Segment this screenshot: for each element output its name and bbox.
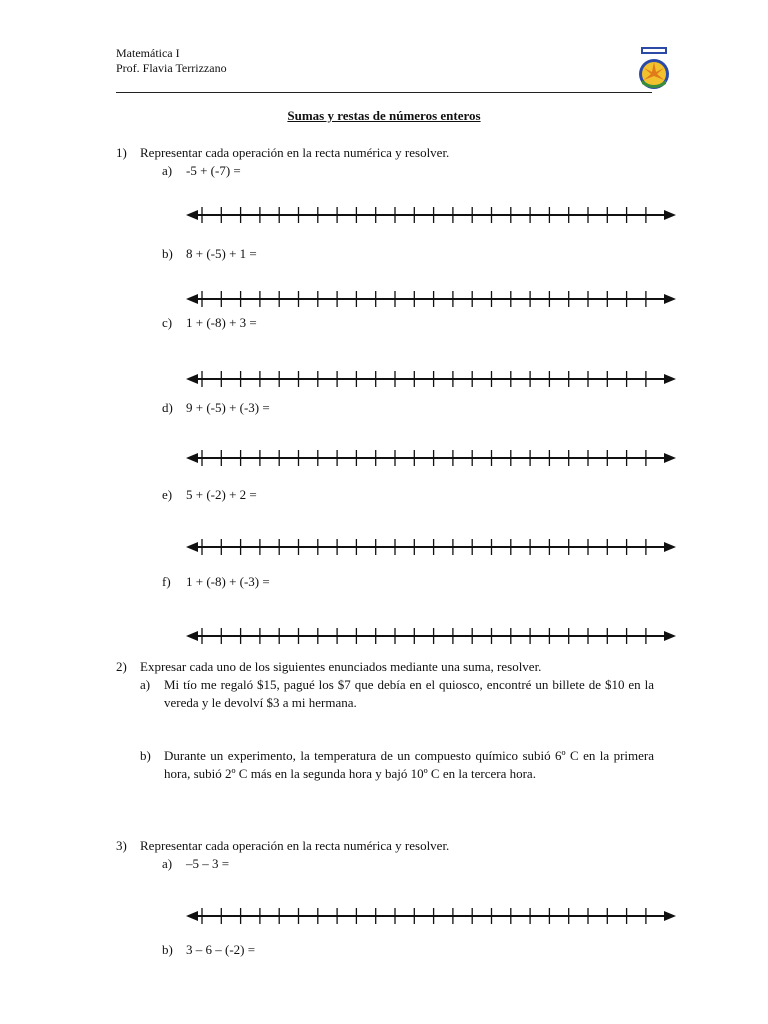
left-arrow-icon — [186, 911, 198, 921]
right-arrow-icon — [664, 210, 676, 220]
item-letter: f) — [162, 574, 171, 589]
item-letter: c) — [162, 315, 173, 330]
header-divider — [116, 92, 652, 93]
number-line[interactable] — [186, 626, 676, 646]
item-letter: b) — [162, 942, 173, 957]
right-arrow-icon — [664, 374, 676, 384]
word-problem: Durante un experimento, la temperatura de un compuesto químico subió 6º C en la primera hora, subió 2º C más en la segunda hora y bajó 10º C en la tercera hora. — [164, 748, 654, 781]
exercise-1-number: 1) — [116, 145, 127, 160]
right-arrow-icon — [664, 631, 676, 641]
left-arrow-icon — [186, 453, 198, 463]
left-arrow-icon — [186, 542, 198, 552]
right-arrow-icon — [664, 453, 676, 463]
left-arrow-icon — [186, 374, 198, 384]
word-problem: Mi tío me regaló $15, pagué los $7 que debía en el quiosco, encontré un billete de $10 en la vereda y le devolví $3 a mi hermana. — [164, 677, 654, 710]
item-expression: –5 – 3 = — [186, 856, 230, 871]
item-letter: b) — [140, 748, 151, 763]
right-arrow-icon — [664, 294, 676, 304]
teacher-name: Prof. Flavia Terrizzano — [116, 61, 227, 75]
item-expression: 9 + (-5) + (-3) = — [186, 400, 270, 415]
exercise-2-statement: Expresar cada uno de los siguientes enunciados mediante una suma, resolver. — [140, 659, 542, 674]
left-arrow-icon — [186, 294, 198, 304]
item-expression: 8 + (-5) + 1 = — [186, 246, 257, 261]
item-expression: 1 + (-8) + (-3) = — [186, 574, 270, 589]
item-expression: 5 + (-2) + 2 = — [186, 487, 257, 502]
right-arrow-icon — [664, 911, 676, 921]
item-expression: 3 – 6 – (-2) = — [186, 942, 256, 957]
item-letter: b) — [162, 246, 173, 261]
exercise-2-number: 2) — [116, 659, 127, 674]
number-line[interactable] — [186, 369, 676, 389]
right-arrow-icon — [664, 542, 676, 552]
item-letter: a) — [162, 856, 173, 871]
number-line[interactable] — [186, 205, 676, 225]
item-letter: d) — [162, 400, 173, 415]
course-name: Matemática I — [116, 46, 180, 60]
number-line[interactable] — [186, 448, 676, 468]
number-line[interactable] — [186, 906, 676, 926]
school-crest-logo — [636, 46, 672, 92]
exercise-3-number: 3) — [116, 838, 127, 853]
item-letter: a) — [140, 677, 151, 692]
exercise-3-statement: Representar cada operación en la recta numérica y resolver. — [140, 838, 450, 853]
page-title: Sumas y restas de números enteros — [287, 108, 481, 123]
number-line[interactable] — [186, 537, 676, 557]
left-arrow-icon — [186, 210, 198, 220]
item-expression: -5 + (-7) = — [186, 163, 241, 178]
exercise-1-statement: Representar cada operación en la recta numérica y resolver. — [140, 145, 450, 160]
item-letter: a) — [162, 163, 173, 178]
item-letter: e) — [162, 487, 173, 502]
number-line[interactable] — [186, 289, 676, 309]
left-arrow-icon — [186, 631, 198, 641]
item-expression: 1 + (-8) + 3 = — [186, 315, 257, 330]
